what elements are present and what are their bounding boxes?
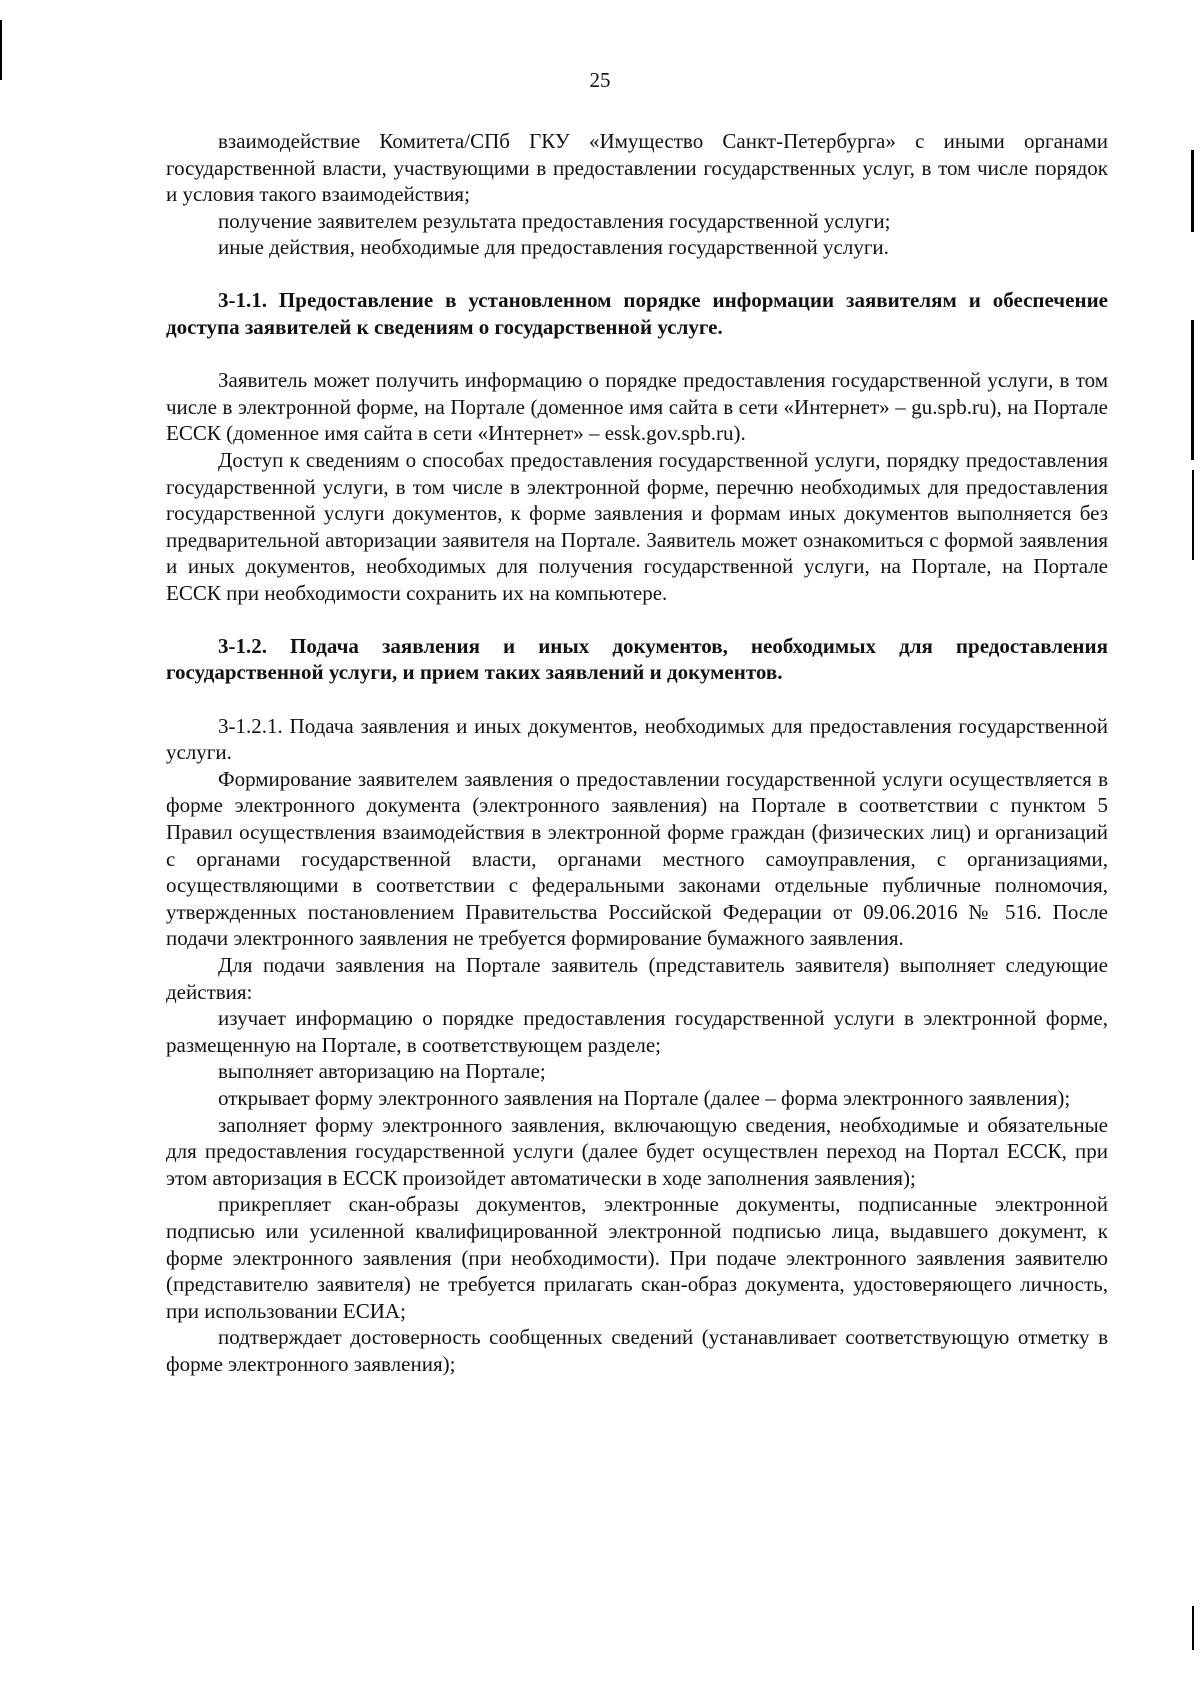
paragraph-step-attach: прикрепляет скан-образы документов, электронные документы, подписанные электронной подписью или усиленной квалифицированной электронной подписью лица, выдавшего документ, к форме электронного заявления (при необходимости). При подаче электронного заявления заявителю (представителю заявителя) не требуется прилагать скан-образ документа, удостоверяющего личность, при использовании ЕСИА; [166, 1192, 1108, 1323]
paragraph-portal-info: Заявитель может получить информацию о порядке предоставления государственной услуги, в том числе в электронной форме, на Портале (доменное имя сайта в сети «Интернет» – gu.spb.ru), на Портале ЕССК (доменное имя сайта в сети «Интернет» – essk.gov.spb.ru). [166, 368, 1108, 446]
section-heading-3-1-1: 3-1.1. Предоставление в установленном порядке информации заявителям и обеспечение доступа заявителей к сведениям о государственной услуге. [166, 287, 1108, 339]
scan-edge-mark [1192, 470, 1194, 560]
paragraph-other-actions: иные действия, необходимые для предоставления государственной услуги. [218, 235, 889, 260]
scan-edge-mark [0, 20, 2, 80]
paragraph-interaction: взаимодействие Комитета/СПб ГКУ «Имущество Санкт-Петербурга» с иными органами государственной власти, участвующими в предоставлении государственных услуг, в том числе порядок и условия такого взаимодействия; [166, 129, 1108, 207]
paragraph-steps-intro: Для подачи заявления на Портале заявитель (представитель заявителя) выполняет следующие действия: [166, 953, 1108, 1004]
paragraph-forming: Формирование заявителем заявления о предоставлении государственной услуги осуществляется в форме электронного документа (электронного заявления) на Портале в соответствии с пунктом 5 Правил осуществления взаимодействия в электронной форме граждан (физических лиц) и организаций с органами государственной власти, органами местного самоуправления, с организациями, осуществляющими в соответствии с федеральными законами отдельные публичные полномочия, утвержденных постановлением Правительства Российской Федерации от 09.06.2016 № 516. После подачи электронного заявления не требуется формирование бумажного заявления. [166, 766, 1108, 951]
scan-edge-mark [1191, 150, 1194, 232]
paragraph-step-study: изучает информацию о порядке предоставления государственной услуги в электронной форме, размещенную на Портале, в соответствующем разделе; [166, 1006, 1108, 1057]
spacer [166, 340, 1108, 367]
paragraph-step-auth: выполняет авторизацию на Портале; [218, 1059, 546, 1084]
spacer [166, 607, 1108, 633]
paragraph-access: Доступ к сведениям о способах предоставления государственной услуги, порядку предоставления государственной услуги, в том числе в электронной форме, перечню необходимых для предоставления государственной услуги документов, к форме заявления и формам иных документов выполняется без предварительной авторизации заявителя на Портале. Заявитель может ознакомиться с формой заявления и иных документов, необходимых для получения государственной услуги, на Портале, на Портале ЕССК при необходимости сохранить их на компьютере. [166, 447, 1108, 605]
paragraph-result: получение заявителем результата предоставления государственной услуги; [218, 208, 891, 233]
document-body [166, 128, 1108, 1378]
section-heading-3-1-2: 3-1.2. Подача заявления и иных документов, необходимых для предоставления государственной услуги, и прием таких заявлений и документов. [166, 633, 1108, 685]
scan-edge-mark [1192, 1606, 1194, 1650]
paragraph-step-open: открывает форму электронного заявления на Портале (далее – форма электронного заявления); [218, 1086, 1071, 1110]
scan-edge-mark [1191, 320, 1194, 460]
paragraph-step-fill: заполняет форму электронного заявления, включающую сведения, необходимые и обязательные для предоставления государственной услуги (далее будет осуществлен переход на Портал ЕССК, при этом авторизация в ЕССК произойдет автоматически в ходе заполнения заявления); [166, 1112, 1108, 1190]
spacer [166, 686, 1108, 713]
spacer [166, 261, 1108, 287]
paragraph-3-1-2-1: 3-1.2.1. Подача заявления и иных документов, необходимых для предоставления государственной услуги. [166, 713, 1108, 765]
page-number: 25 [589, 68, 611, 92]
paragraph-step-confirm: подтверждает достоверность сообщенных сведений (устанавливает соответствующую отметку в форме электронного заявления); [166, 1325, 1108, 1376]
